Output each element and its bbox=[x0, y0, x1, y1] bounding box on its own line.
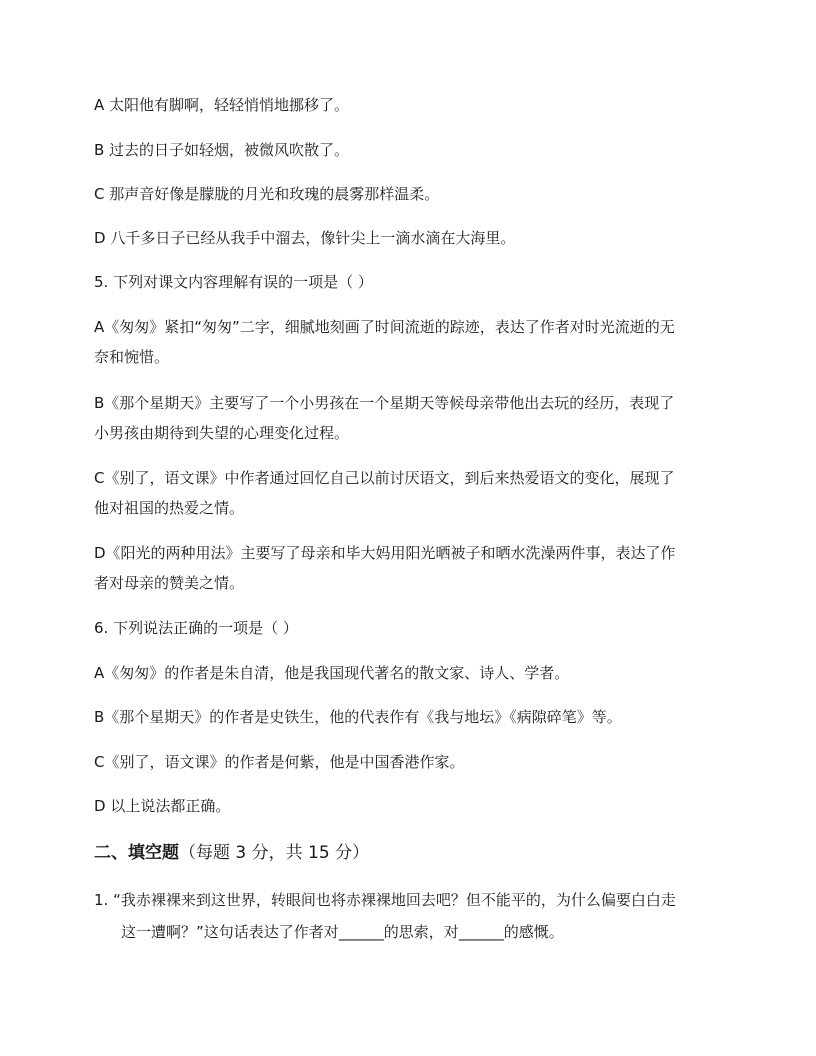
q5-option-a-line1: A《匆匆》紧扣“匆匆”二字，细腻地刻画了时间流逝的踪迹，表达了作者对时光流逝的无 bbox=[94, 318, 675, 336]
section-score-note: （每题 3 分，共 15 分） bbox=[179, 843, 370, 863]
q5-option-d-line1: D《阳光的两种用法》主要写了母亲和毕大妈用阳光晒被子和晒水洗澡两件事，表达了作 bbox=[94, 544, 676, 562]
section-title: 二、填空题 bbox=[94, 843, 179, 863]
q5-option-a-line2: 奈和惋惜。 bbox=[94, 348, 170, 366]
fill1-line2: 这一遭啊？”这句话表达了作者对______的思索，对______的感慨。 bbox=[121, 923, 564, 941]
q4-option-c: C 那声音好像是朦胧的月光和玫瑰的晨雾那样温柔。 bbox=[94, 185, 440, 203]
q5-stem: 5. 下列对课文内容理解有误的一项是（ ） bbox=[94, 273, 373, 291]
section-heading bbox=[94, 841, 734, 865]
q4-option-d: D 八千多日子已经从我手中溜去，像针尖上一滴水滴在大海里。 bbox=[94, 229, 516, 247]
q6-option-b: B《那个星期天》的作者是史铁生，他的代表作有《我与地坛》《病隙碎笔》等。 bbox=[94, 708, 622, 726]
q5-option-b-line2: 小男孩由期待到失望的心理变化过程。 bbox=[94, 424, 350, 442]
q5-option-c-line2: 他对祖国的热爱之情。 bbox=[94, 499, 245, 517]
fill1-line1: 1. “我赤裸裸来到这世界，转眼间也将赤裸裸地回去吧？但不能平的，为什么偏要白白走 bbox=[94, 891, 676, 909]
q6-option-a: A《匆匆》的作者是朱自清，他是我国现代著名的散文家、诗人、学者。 bbox=[94, 664, 570, 682]
q5-option-b-line1: B《那个星期天》主要写了一个小男孩在一个星期天等候母亲带他出去玩的经历，表现了 bbox=[94, 394, 675, 412]
q4-option-b: B 过去的日子如轻烟，被微风吹散了。 bbox=[94, 141, 350, 159]
q4-option-a: A 太阳他有脚啊，轻轻悄悄地挪移了。 bbox=[94, 96, 350, 114]
q5-option-d-line2: 者对母亲的赞美之情。 bbox=[94, 574, 245, 592]
q6-option-d: D 以上说法都正确。 bbox=[94, 797, 231, 815]
q6-stem: 6. 下列说法正确的一项是（ ） bbox=[94, 619, 298, 637]
q6-option-c: C《别了，语文课》的作者是何紫，他是中国香港作家。 bbox=[94, 753, 465, 771]
q5-option-c-line1: C《别了，语文课》中作者通过回忆自己以前讨厌语文，到后来热爱语文的变化，展现了 bbox=[94, 469, 675, 487]
